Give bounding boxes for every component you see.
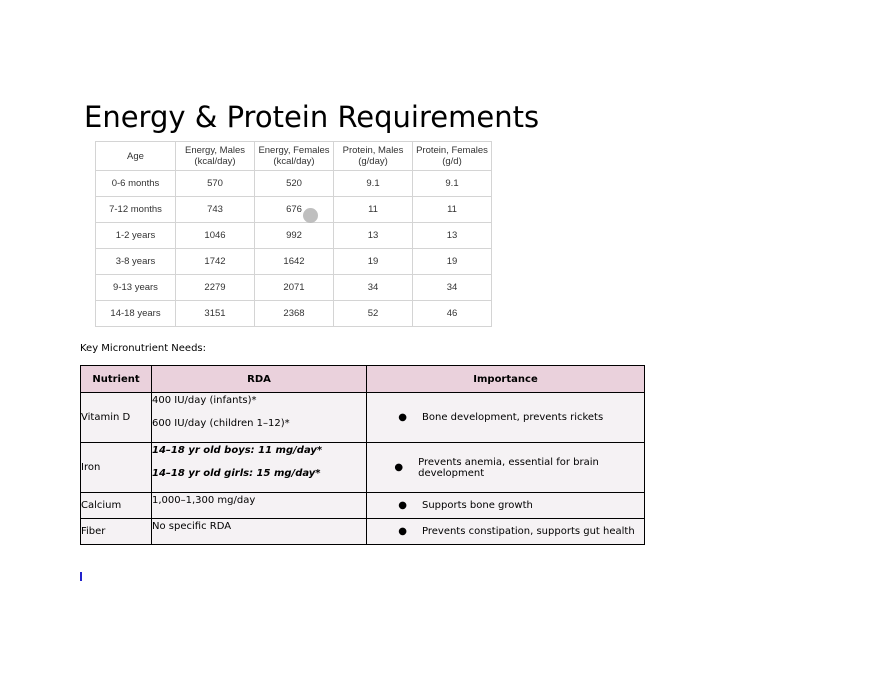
age-cell: 3-8 years <box>96 249 176 275</box>
table-row <box>96 249 492 275</box>
protein-males-cell: 52 <box>334 301 413 327</box>
energy-males-cell: 743 <box>176 197 255 223</box>
nutrient-cell: Calcium <box>81 493 152 519</box>
section-label: Key Micronutrient Needs: <box>80 343 207 354</box>
pointer-cursor <box>303 208 318 223</box>
rda-line: No specific RDA <box>152 521 232 532</box>
rda-line: 14–18 yr old girls: 15 mg/day* <box>152 468 321 479</box>
bullet-icon: ● <box>398 412 407 423</box>
rda-cell <box>152 493 367 519</box>
protein-females-cell: 34 <box>413 275 492 301</box>
age-cell: 9-13 years <box>96 275 176 301</box>
energy-males-cell: 1742 <box>176 249 255 275</box>
importance-text: Supports bone growth <box>422 500 533 511</box>
rda-cell <box>152 519 367 545</box>
protein-males-cell: 11 <box>334 197 413 223</box>
header-nutrient: Nutrient <box>81 366 152 393</box>
page-title: Energy & Protein Requirements <box>84 100 540 134</box>
text-insertion-cursor[interactable] <box>80 572 82 581</box>
age-cell: 0-6 months <box>96 171 176 197</box>
header-rda: RDA <box>152 366 367 393</box>
rda-line: 1,000–1,300 mg/day <box>152 495 256 506</box>
table-header-row <box>96 142 492 171</box>
energy-males-cell: 3151 <box>176 301 255 327</box>
header-protein-females: Protein, Females (g/d) <box>413 142 492 171</box>
energy-males-cell: 570 <box>176 171 255 197</box>
table-row <box>96 171 492 197</box>
table-row <box>81 519 645 545</box>
nutrient-cell: Iron <box>81 443 152 493</box>
importance-text: Prevents anemia, essential for brain development <box>418 456 599 479</box>
energy-males-cell: 2279 <box>176 275 255 301</box>
table-row <box>96 275 492 301</box>
nutrient-cell: Fiber <box>81 519 152 545</box>
protein-males-cell: 34 <box>334 275 413 301</box>
header-protein-males: Protein, Males (g/day) <box>334 142 413 171</box>
protein-females-cell: 13 <box>413 223 492 249</box>
bullet-icon: ● <box>398 526 407 537</box>
table-row <box>96 223 492 249</box>
protein-males-cell: 9.1 <box>334 171 413 197</box>
age-cell: 14-18 years <box>96 301 176 327</box>
protein-females-cell: 46 <box>413 301 492 327</box>
table-row <box>81 493 645 519</box>
rda-cell <box>152 443 367 493</box>
protein-males-cell: 13 <box>334 223 413 249</box>
importance-text: Prevents constipation, supports gut health <box>422 526 635 537</box>
energy-protein-table <box>95 141 492 327</box>
energy-males-cell: 1046 <box>176 223 255 249</box>
nutrient-cell: Vitamin D <box>81 393 152 443</box>
header-energy-females: Energy, Females (kcal/day) <box>255 142 334 171</box>
energy-females-cell: 2071 <box>255 275 334 301</box>
rda-line: 400 IU/day (infants)* <box>152 395 257 406</box>
bullet-icon: ● <box>398 500 407 511</box>
table-row <box>96 301 492 327</box>
importance-cell <box>367 443 645 493</box>
energy-females-cell: 1642 <box>255 249 334 275</box>
energy-females-cell: 520 <box>255 171 334 197</box>
header-age: Age <box>96 142 176 171</box>
protein-males-cell: 19 <box>334 249 413 275</box>
table-row <box>96 197 492 223</box>
micronutrient-table <box>80 365 645 545</box>
energy-females-cell: 2368 <box>255 301 334 327</box>
table-header-row <box>81 366 645 393</box>
age-cell: 1-2 years <box>96 223 176 249</box>
table-row <box>81 393 645 443</box>
protein-females-cell: 11 <box>413 197 492 223</box>
table-row <box>81 443 645 493</box>
protein-females-cell: 9.1 <box>413 171 492 197</box>
importance-cell <box>367 493 645 519</box>
age-cell: 7-12 months <box>96 197 176 223</box>
bullet-icon: ● <box>394 462 404 473</box>
header-importance: Importance <box>367 366 645 393</box>
energy-females-cell: 992 <box>255 223 334 249</box>
energy-females-cell: 676 <box>255 197 334 223</box>
rda-line: 14–18 yr old boys: 11 mg/day* <box>152 445 323 456</box>
rda-line: 600 IU/day (children 1–12)* <box>152 418 290 429</box>
importance-cell <box>367 393 645 443</box>
importance-text: Bone development, prevents rickets <box>422 412 604 423</box>
rda-cell <box>152 393 367 443</box>
protein-females-cell: 19 <box>413 249 492 275</box>
importance-cell <box>367 519 645 545</box>
header-energy-males: Energy, Males (kcal/day) <box>176 142 255 171</box>
